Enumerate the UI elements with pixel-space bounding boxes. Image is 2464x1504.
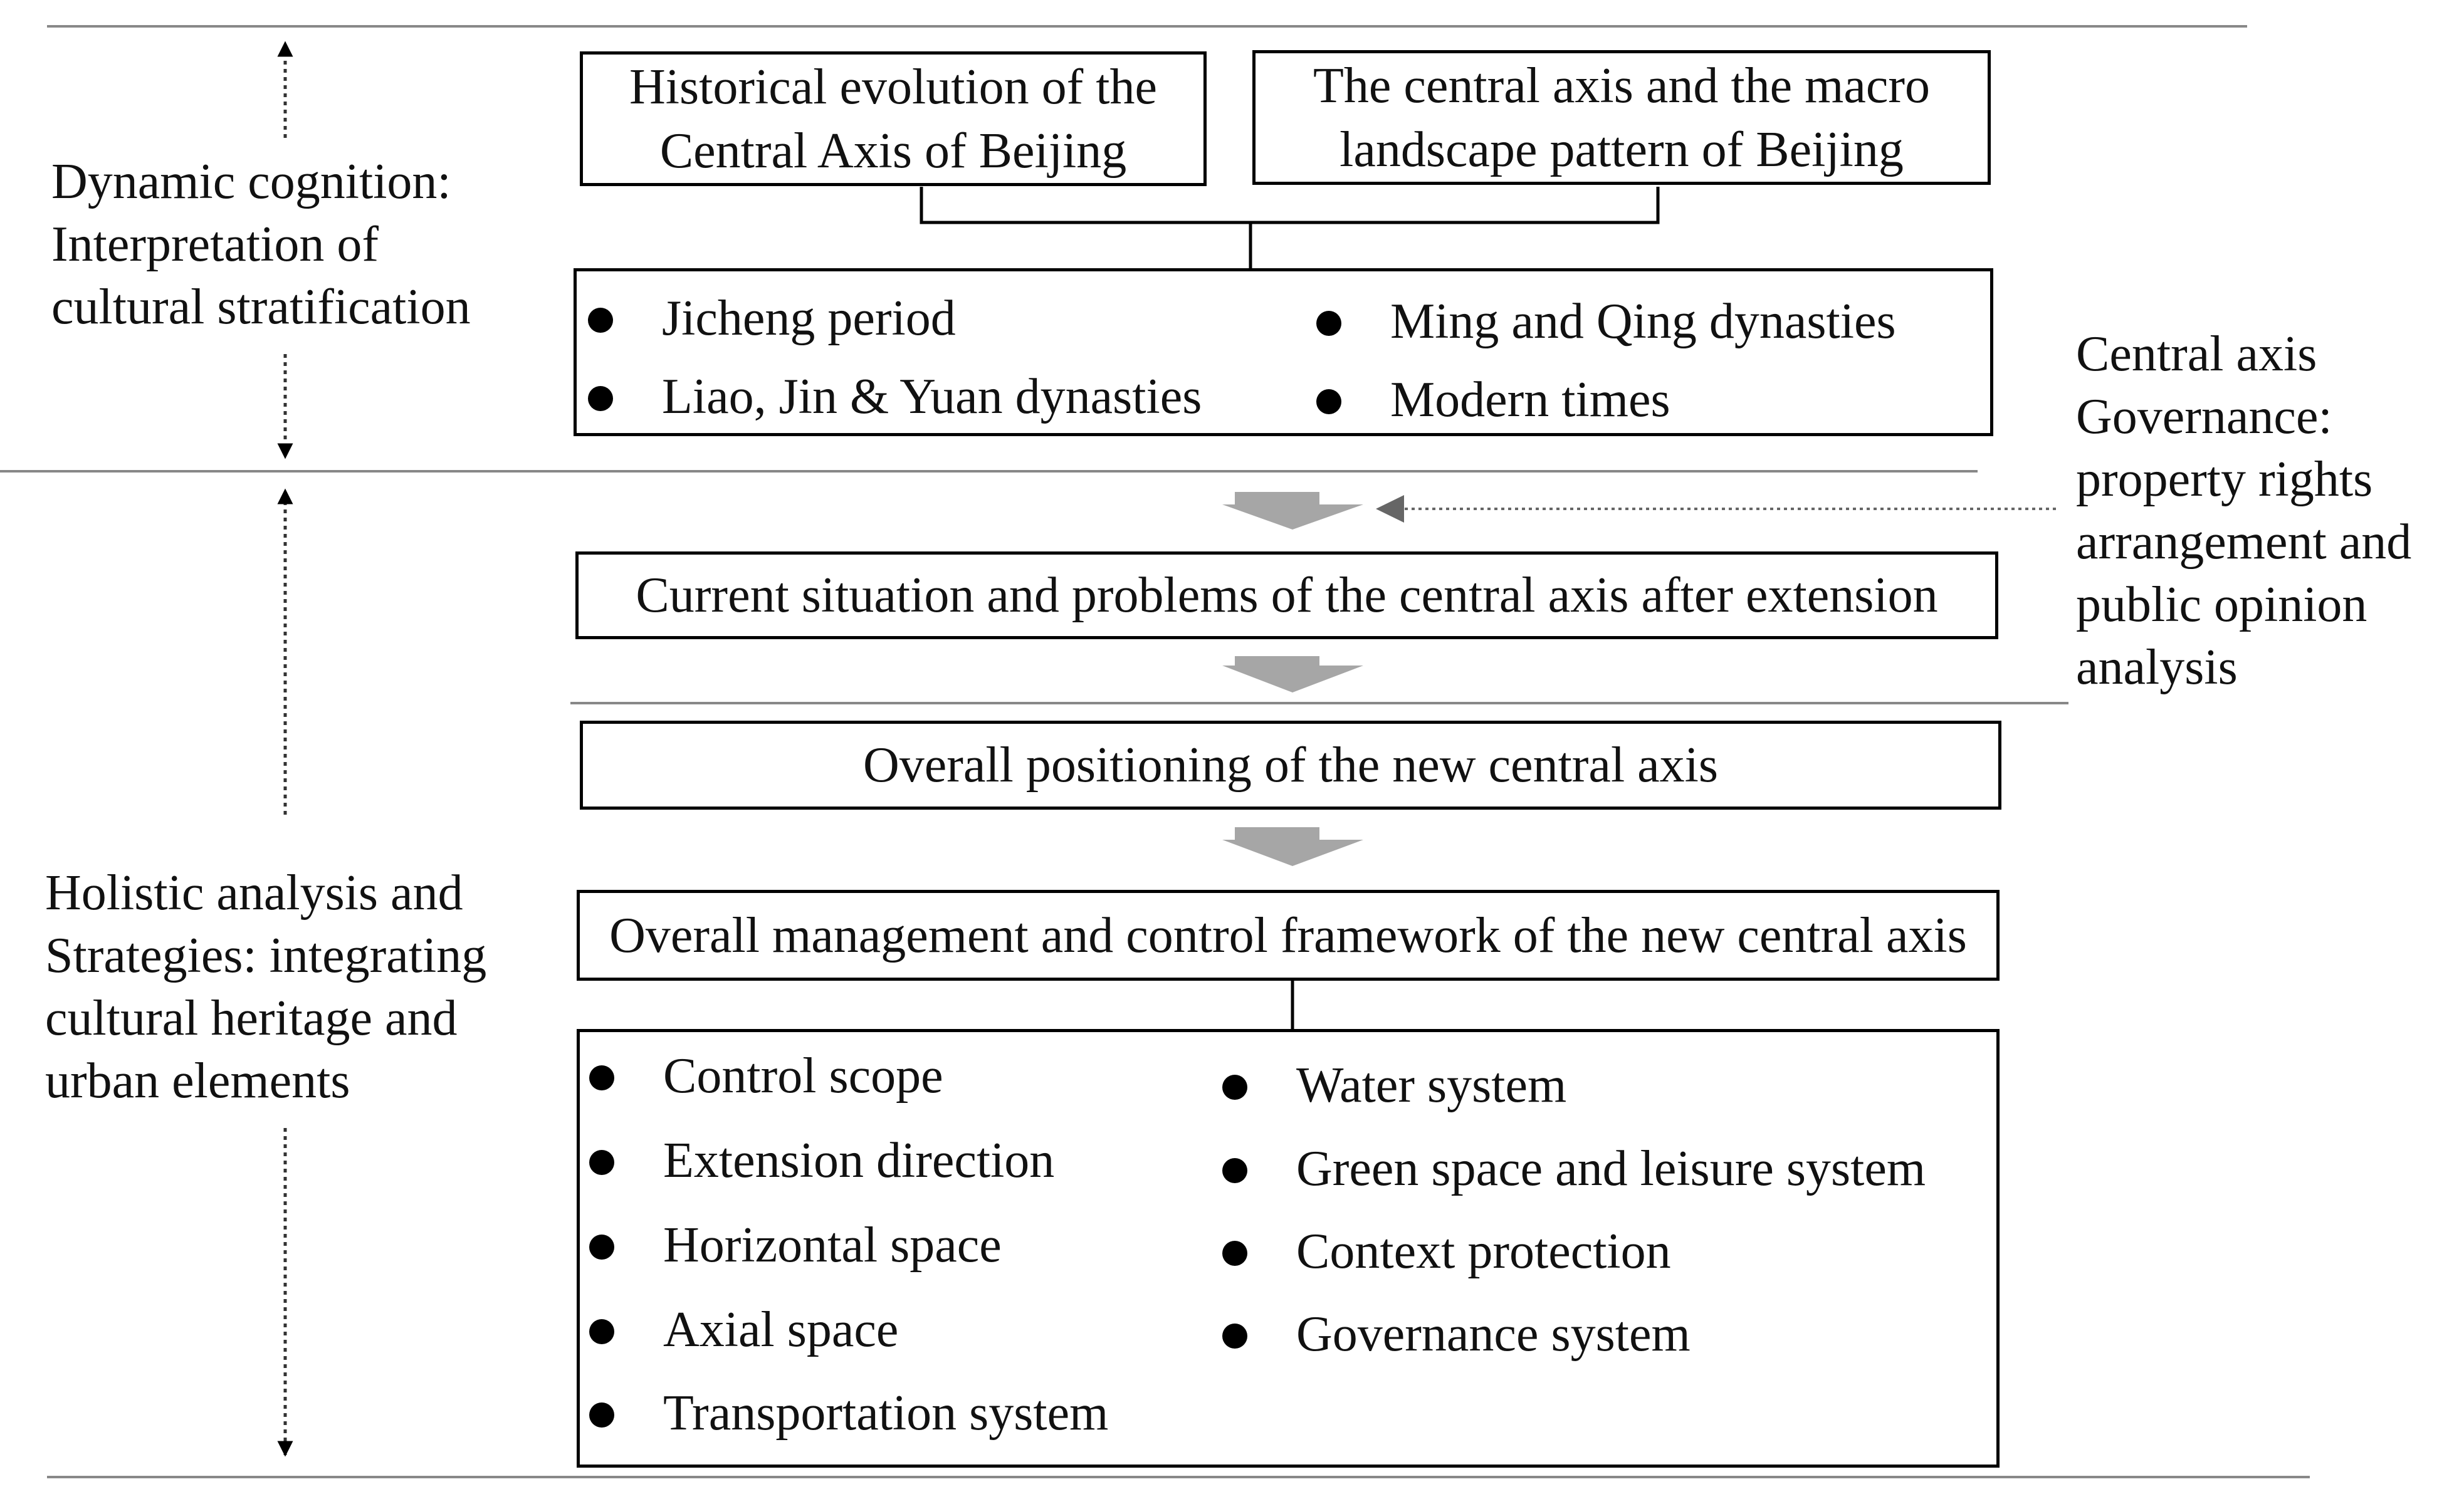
box-macro-landscape: The central axis and the macro landscape pattern of Beijing bbox=[1252, 50, 1991, 185]
bullet-dot bbox=[1222, 1241, 1247, 1266]
bullet-dot bbox=[1222, 1324, 1247, 1349]
period-label: Modern times bbox=[1390, 372, 1670, 427]
bullet-dot bbox=[589, 1319, 614, 1344]
bullet-dot bbox=[1316, 389, 1341, 414]
element-label: Extension direction bbox=[663, 1133, 1055, 1188]
flow-arrow-3 bbox=[1222, 827, 1363, 866]
bullet-dot bbox=[589, 1150, 614, 1175]
bullet-dot bbox=[589, 1235, 614, 1260]
flow-arrow-2 bbox=[1222, 656, 1363, 692]
label-central-axis-governance: Central axis Governance: property rights arrangement and public opinion analysis bbox=[2076, 326, 2412, 695]
period-label: Ming and Qing dynasties bbox=[1390, 294, 1896, 349]
bullet-dot bbox=[588, 308, 613, 333]
period-label: Jicheng period bbox=[662, 291, 956, 346]
box-overall-management: Overall management and control framework of the new central axis bbox=[577, 890, 2000, 981]
element-label: Axial space bbox=[663, 1302, 899, 1357]
element-label: Transportation system bbox=[663, 1386, 1109, 1441]
bullet-dot bbox=[1222, 1158, 1247, 1183]
element-label: Horizontal space bbox=[663, 1218, 1002, 1273]
box-periods bbox=[574, 268, 1993, 436]
flow-arrow-1 bbox=[1222, 492, 1363, 530]
bullet-dot bbox=[1222, 1075, 1247, 1100]
element-label: Governance system bbox=[1296, 1307, 1691, 1362]
element-label: Control scope bbox=[663, 1048, 943, 1104]
period-label: Liao, Jin & Yuan dynasties bbox=[662, 369, 1202, 424]
bullet-dot bbox=[589, 1402, 614, 1428]
box-elements bbox=[577, 1029, 2000, 1468]
element-label: Green space and leisure system bbox=[1296, 1141, 1926, 1196]
element-label: Water system bbox=[1296, 1058, 1567, 1113]
bullet-dot bbox=[588, 386, 613, 411]
top-bracket bbox=[921, 187, 1658, 222]
box-historical-evolution: Historical evolution of the Central Axis of Beijing bbox=[580, 51, 1207, 186]
label-dynamic-cognition: Dynamic cognition: Interpretation of cultural stratification bbox=[51, 154, 471, 335]
box-overall-positioning: Overall positioning of the new central axis bbox=[580, 721, 2001, 810]
label-holistic-analysis: Holistic analysis and Strategies: integrating cultural heritage and urban elements bbox=[45, 865, 487, 1109]
element-label: Context protection bbox=[1296, 1224, 1671, 1279]
bullet-dot bbox=[589, 1065, 614, 1090]
box-current-situation: Current situation and problems of the central axis after extension bbox=[575, 551, 1998, 639]
governance-arrowhead bbox=[1376, 495, 1404, 523]
bullet-dot bbox=[1316, 311, 1341, 336]
